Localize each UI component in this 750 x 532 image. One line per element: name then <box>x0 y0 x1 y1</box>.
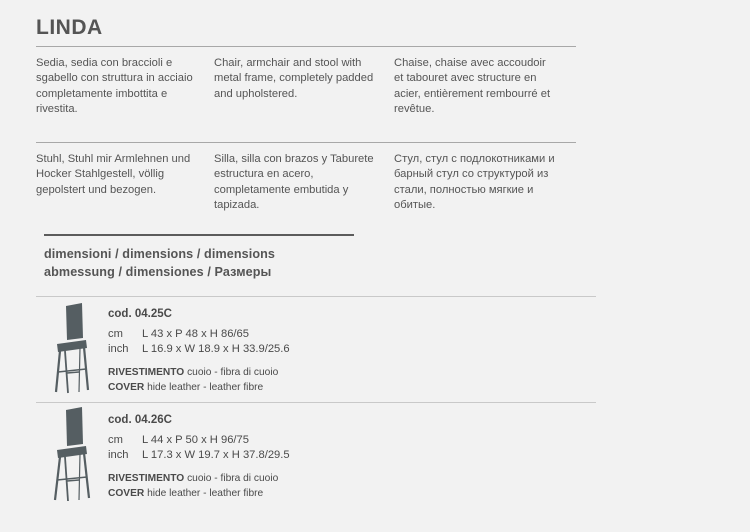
cover-label-en: COVER <box>108 381 145 393</box>
measurement-inch-value: L 17.3 x W 19.7 x H 37.8/29.5 <box>142 449 290 461</box>
product-code: cod. 04.25C <box>108 308 172 320</box>
unit-label-inch: inch <box>108 343 129 355</box>
cover-label-it: RIVESTIMENTO <box>108 367 185 378</box>
measurement-cm-value: L 44 x P 50 x H 96/75 <box>142 434 249 446</box>
page-title: LINDA <box>36 16 103 39</box>
description-en: Chair, armchair and stool with metal frame, completely padded and upholstered. <box>214 46 394 118</box>
dimensions-heading-line2: abmessung / dimensiones / Размеры <box>44 265 272 280</box>
measurement-inch <box>108 343 290 355</box>
measurement-cm <box>108 434 290 446</box>
product-info <box>108 402 290 502</box>
unit-label-cm: cm <box>108 434 123 446</box>
cover-value-en: hide leather - leather fibre <box>147 381 264 393</box>
cover-label-it: RIVESTIMENTO <box>108 473 185 484</box>
row-divider <box>36 296 596 297</box>
cover-line-en <box>108 381 290 396</box>
unit-label-cm: cm <box>108 328 123 340</box>
measurement-inch <box>108 449 290 461</box>
cover-line-it <box>108 366 290 381</box>
row-divider <box>36 402 596 403</box>
dimensions-rule <box>44 234 354 236</box>
dimensions-heading <box>44 234 364 282</box>
product-info <box>108 296 290 396</box>
measurement-cm-value: L 43 x P 48 x H 86/65 <box>142 328 249 340</box>
measurement-cm <box>108 328 290 340</box>
cover-line-it <box>108 472 290 487</box>
dimensions-heading-line1: dimensioni / dimensions / dimensions <box>44 247 276 261</box>
description-fr: Chaise, chaise avec accoudoir et tabouret avec structure en acier, entièrement rembourré et revêtue. <box>394 46 576 118</box>
measurement-inch-value: L 16.9 x W 18.9 x H 33.9/25.6 <box>142 343 290 355</box>
cover-value-it: cuoio - fibra di cuoio <box>187 473 279 484</box>
product-row <box>36 296 596 400</box>
bar-stool-icon <box>40 406 108 502</box>
cover-line-en <box>108 487 290 502</box>
cover-value-en: hide leather - leather fibre <box>147 487 264 499</box>
cover-value-it: cuoio - fibra di cuoio <box>187 367 279 378</box>
product-code: cod. 04.26C <box>108 414 172 426</box>
cover-info <box>108 366 290 396</box>
description-it: Sedia, sedia con braccioli e sgabello con struttura in acciaio completamente imbottita e rivestita. <box>36 46 214 118</box>
product-list <box>36 296 596 506</box>
product-row <box>36 402 596 506</box>
description-de: Stuhl, Stuhl mir Armlehnen und Hocker Stahlgestell, völlig gepolstert und bezogen. <box>36 142 214 214</box>
description-ru: Стул, стул с подлокотниками и барный стул со структурой из стали, полностью мягкие и обитые. <box>394 142 576 214</box>
bar-stool-icon <box>40 300 108 396</box>
unit-label-inch: inch <box>108 449 129 461</box>
description-grid <box>36 46 576 214</box>
description-es: Silla, silla con brazos y Taburete estructura en acero, completamente embutida y tapizada. <box>214 142 394 214</box>
cover-info <box>108 472 290 502</box>
cover-label-en: COVER <box>108 487 145 499</box>
